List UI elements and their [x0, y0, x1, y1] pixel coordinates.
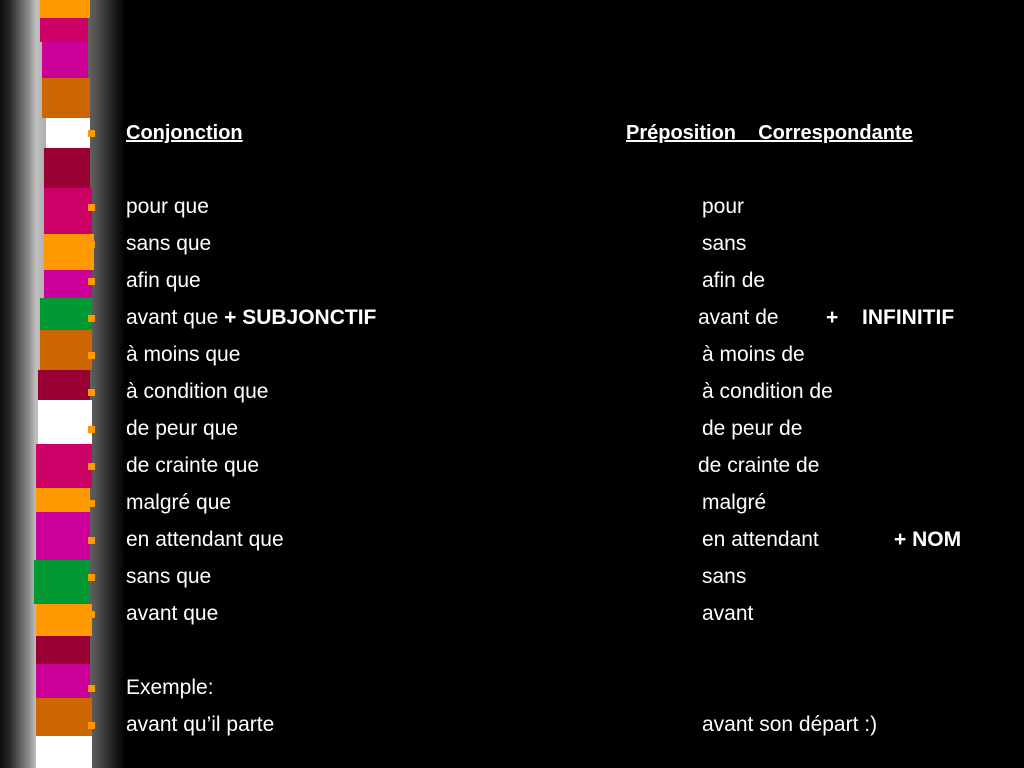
- bullet-icon: [88, 685, 95, 692]
- bullet-icon: [88, 611, 95, 618]
- conjonction-text: sans que: [126, 565, 212, 588]
- bullet-icon: [88, 278, 95, 285]
- list-item: [0, 268, 1024, 298]
- list-item: [0, 342, 1024, 372]
- list-item: [0, 527, 1024, 557]
- bullet-icon: [88, 352, 95, 359]
- list-item: [0, 490, 1024, 520]
- infinitif-label: INFINITIF: [862, 306, 955, 329]
- list-item: [0, 416, 1024, 446]
- list-item: [0, 231, 1024, 261]
- preposition-text: afin de: [702, 269, 766, 292]
- bullet-icon: [88, 537, 95, 544]
- bullet-icon: [88, 463, 95, 470]
- conjonction-text: de peur que: [126, 417, 239, 440]
- conjonction-text: en attendant que: [126, 528, 284, 551]
- example-conjonction: avant qu’il parte: [126, 713, 275, 736]
- conjonction-text: afin que: [126, 269, 201, 292]
- preposition-word: avant de: [698, 306, 779, 329]
- bullet-icon: [88, 574, 95, 581]
- list-item: [0, 601, 1024, 631]
- preposition-text: de crainte de: [698, 454, 820, 477]
- plus-sign: +: [826, 306, 839, 329]
- conjonction-text: avant que: [126, 602, 219, 625]
- preposition-text: à moins de: [702, 343, 805, 366]
- preposition-text: en attendant: [702, 528, 819, 551]
- preposition-text: pour: [702, 195, 745, 218]
- list-item: [0, 305, 1024, 335]
- conjonction-text: malgré que: [126, 491, 232, 514]
- bullet-icon: [88, 315, 95, 322]
- conjonction-text: pour que: [126, 195, 209, 218]
- conjonction-word: avant que: [126, 306, 219, 329]
- header-preposition: Préposition Correspondante: [626, 122, 913, 144]
- preposition-text: à condition de: [702, 380, 833, 403]
- preposition-text: sans: [702, 232, 747, 255]
- bullet-icon: [88, 389, 95, 396]
- list-item: [0, 453, 1024, 483]
- bullet-icon: [88, 241, 95, 248]
- header-row: [0, 120, 1024, 150]
- example-label: Exemple:: [126, 676, 214, 699]
- list-item: [0, 194, 1024, 224]
- preposition-text: sans: [702, 565, 747, 588]
- conjonction-text: [126, 305, 376, 331]
- list-item: [0, 564, 1024, 594]
- conjonction-text: sans que: [126, 232, 212, 255]
- example-sentence-row: [0, 712, 1024, 742]
- conjonction-text: à condition que: [126, 380, 269, 403]
- conjonction-text: à moins que: [126, 343, 241, 366]
- example-preposition: avant son départ :): [702, 713, 878, 736]
- preposition-text: avant: [702, 602, 754, 625]
- bullet-icon: [88, 130, 95, 137]
- conjonction-text: de crainte que: [126, 454, 260, 477]
- example-row: [0, 675, 1024, 705]
- preposition-text: [698, 305, 779, 331]
- preposition-text: de peur de: [702, 417, 803, 440]
- preposition-text: malgré: [702, 491, 767, 514]
- bullet-icon: [88, 500, 95, 507]
- list-item: [0, 379, 1024, 409]
- nom-label: + NOM: [894, 528, 962, 551]
- bullet-icon: [88, 204, 95, 211]
- bullet-icon: [88, 722, 95, 729]
- subjonctif-label: + SUBJONCTIF: [224, 306, 377, 329]
- header-conjonction: Conjonction: [126, 122, 243, 144]
- bullet-icon: [88, 426, 95, 433]
